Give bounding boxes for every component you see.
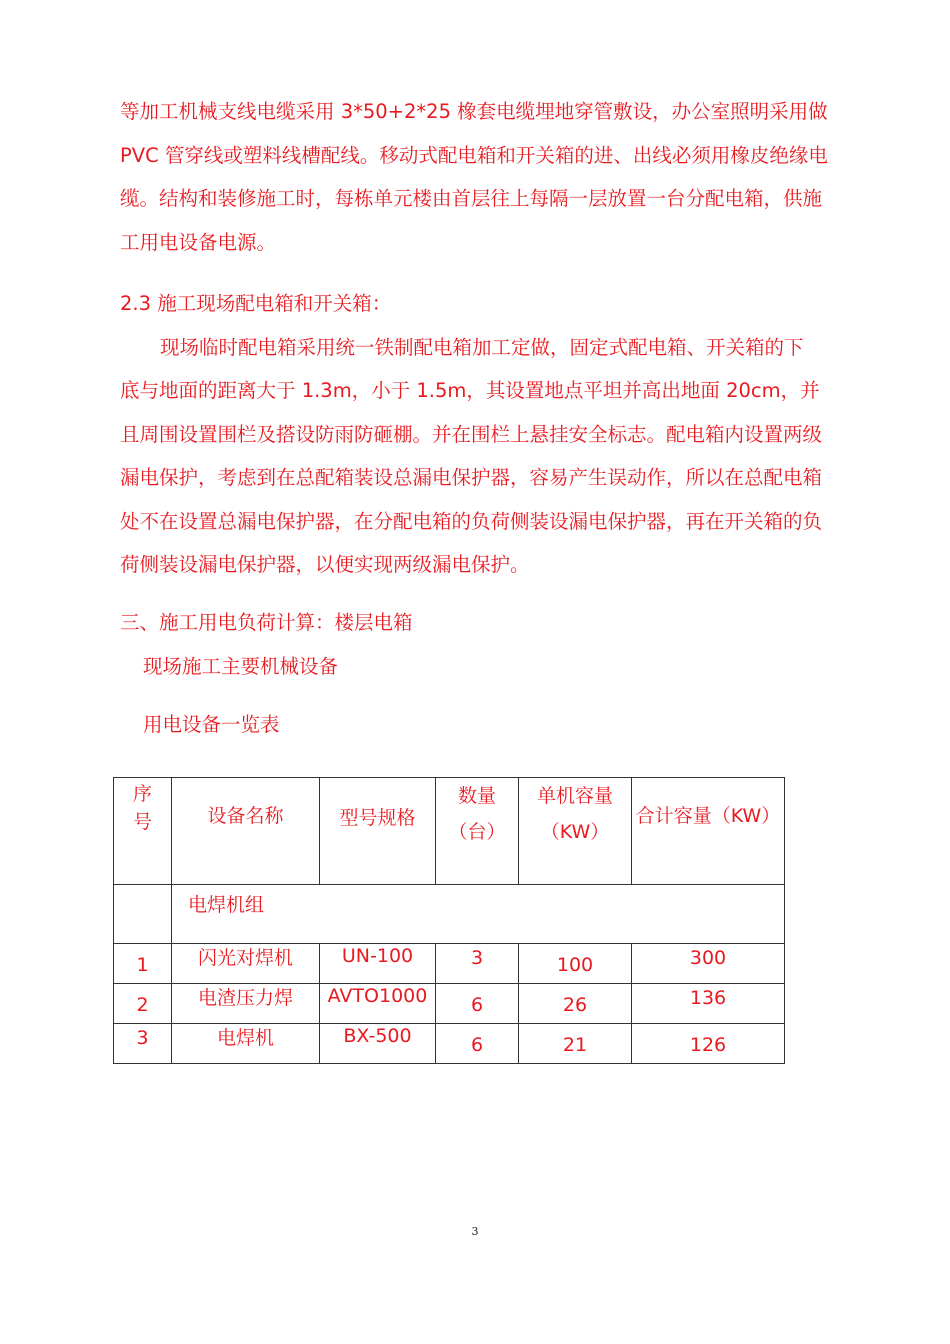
table-group-row	[114, 885, 785, 944]
cell-unit-cap	[519, 1024, 632, 1064]
cell-seq-text: 3	[136, 1027, 149, 1049]
cell-seq-text: 2	[136, 994, 149, 1016]
header-name	[172, 778, 320, 885]
cell-seq	[114, 984, 172, 1024]
header-total-cap	[632, 778, 785, 885]
cell-qty	[436, 944, 519, 984]
header-unit-cap-line2: （KW）	[540, 821, 610, 843]
cell-unit-cap-text: 26	[562, 994, 588, 1016]
cell-unit-cap-text: 21	[562, 1034, 588, 1056]
paragraph-line: 现场临时配电箱采用统一铁制配电箱加工定做，固定式配电箱、开关箱的下	[160, 336, 804, 359]
header-qty-line1: 数量	[457, 785, 496, 807]
cell-seq-text: 1	[136, 954, 149, 976]
header-seq-line1: 序	[132, 783, 152, 805]
cell-total-cap	[632, 984, 785, 1024]
group-cell	[172, 885, 785, 944]
cell-total-cap	[632, 1024, 785, 1064]
equipment-table	[113, 777, 785, 1064]
page-number: 3	[471, 1225, 479, 1238]
paragraph-line: 处不在设置总漏电保护器，在分配电箱的负荷侧装设漏电保护器，再在开关箱的负	[120, 510, 823, 533]
cell-total-cap-text: 126	[689, 1034, 727, 1056]
cell-model	[320, 944, 436, 984]
table-caption: 用电设备一览表	[143, 713, 280, 736]
header-name-text: 设备名称	[207, 805, 284, 827]
header-model-text: 型号规格	[339, 807, 416, 829]
header-qty	[436, 778, 519, 885]
cell-model	[320, 984, 436, 1024]
header-seq-line2: 号	[132, 811, 152, 833]
paragraph-line: 缆。结构和装修施工时，每栋单元楼由首层往上每隔一层放置一台分配电箱，供施	[120, 187, 823, 210]
group-label: 电焊机组	[188, 894, 265, 916]
cell-unit-cap	[519, 944, 632, 984]
table-header-row	[114, 778, 785, 885]
cell-unit-cap	[519, 984, 632, 1024]
header-qty-line2: （台）	[448, 821, 506, 843]
cell-model-text: AVTO1000	[327, 985, 428, 1007]
cell-qty-text: 6	[470, 994, 484, 1016]
subheading: 现场施工主要机械设备	[143, 655, 339, 678]
paragraph-line: 荷侧装设漏电保护器，以便实现两级漏电保护。	[120, 553, 530, 576]
group-empty-cell	[114, 885, 172, 944]
cell-name-text: 电渣压力焊	[197, 987, 293, 1009]
header-total-cap-text: 合计容量（KW）	[635, 805, 781, 827]
cell-model	[320, 1024, 436, 1064]
cell-name-text: 电焊机	[216, 1027, 274, 1049]
paragraph-line: PVC 管穿线或塑料线槽配线。移动式配电箱和开关箱的进、出线必须用橡皮绝缘电	[120, 144, 828, 167]
cell-name-text: 闪光对焊机	[197, 947, 293, 969]
cell-qty	[436, 984, 519, 1024]
header-unit-cap	[519, 778, 632, 885]
section-heading: 三、施工用电负荷计算：楼层电箱	[120, 611, 413, 634]
cell-qty	[436, 1024, 519, 1064]
table-row	[114, 944, 785, 984]
cell-total-cap	[632, 944, 785, 984]
cell-name	[172, 984, 320, 1024]
paragraph-line: 等加工机械支线电缆采用 3*50+2*25 橡套电缆埋地穿管敷设，办公室照明采用做	[120, 100, 828, 123]
cell-seq	[114, 944, 172, 984]
cell-qty-text: 6	[470, 1034, 484, 1056]
cell-total-cap-text: 300	[689, 947, 727, 969]
table-row	[114, 1024, 785, 1064]
table-row	[114, 984, 785, 1024]
paragraph-line: 漏电保护，考虑到在总配箱装设总漏电保护器，容易产生误动作，所以在总配电箱	[120, 466, 823, 489]
cell-seq	[114, 1024, 172, 1064]
header-unit-cap-line1: 单机容量	[536, 785, 613, 807]
cell-model-text: UN-100	[341, 945, 414, 967]
paragraph-line: 底与地面的距离大于 1.3m，小于 1.5m，其设置地点平坦并高出地面 20cm，并	[120, 379, 820, 402]
header-model	[320, 778, 436, 885]
cell-total-cap-text: 136	[689, 987, 727, 1009]
paragraph-line: 且周围设置围栏及搭设防雨防砸棚。并在围栏上悬挂安全标志。配电箱内设置两级	[120, 423, 823, 446]
section-heading: 2.3 施工现场配电箱和开关箱：	[120, 292, 392, 315]
cell-unit-cap-text: 100	[556, 954, 594, 976]
cell-model-text: BX-500	[343, 1025, 412, 1047]
cell-name	[172, 1024, 320, 1064]
cell-name	[172, 944, 320, 984]
header-seq	[114, 778, 172, 885]
paragraph-line: 工用电设备电源。	[120, 231, 277, 254]
cell-qty-text: 3	[470, 947, 484, 969]
